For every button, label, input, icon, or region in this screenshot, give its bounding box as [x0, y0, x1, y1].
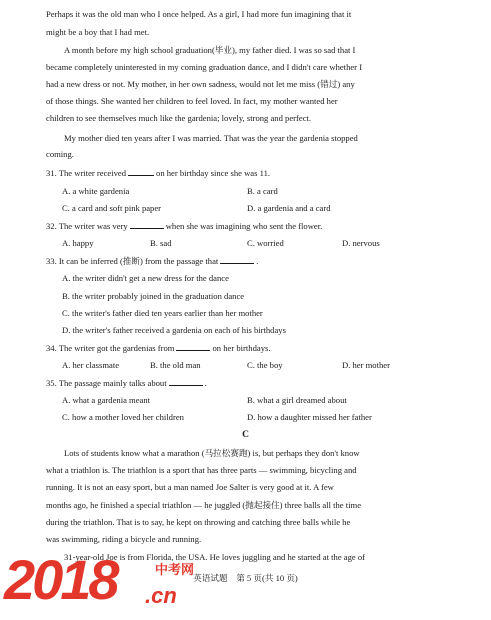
- passage-line: coming.: [46, 149, 74, 159]
- option: D. a gardenia and a card: [247, 203, 331, 213]
- option: C. the boy: [247, 360, 283, 370]
- option: D. her mother: [342, 360, 390, 370]
- passage-line: months ago, he finished a special triathlon — he juggled (抛起接住) three balls all the time: [46, 500, 362, 510]
- option: B. the old man: [150, 360, 201, 370]
- passage-line: 31-year-old Joe is from Florida, the USA. He loves juggling and he started at the age of: [64, 552, 366, 562]
- option: A. a white gardenia: [62, 186, 130, 196]
- watermark-logo: 2018: [4, 548, 117, 611]
- option: A. what a gardenia meant: [62, 395, 151, 405]
- answer-blank: [128, 167, 154, 176]
- passage-line: was swimming, riding a bicycle and running.: [46, 534, 202, 544]
- passage-line: might be a boy that I had met.: [46, 27, 150, 37]
- option: B. the writer probably joined in the graduation dance: [62, 291, 245, 301]
- question-31-stem: 31. The writer received on her birthday since she was 11.: [46, 168, 271, 178]
- option: B. what a girl dreamed about: [247, 395, 347, 405]
- watermark-suffix: .cn: [145, 583, 177, 608]
- page-footer: 英语试题 第 5 页(共 10 页): [193, 573, 298, 583]
- option: C. worried: [247, 238, 284, 248]
- passage-line: of those things. She wanted her children to feel loved. In fact, my mother wanted her: [46, 96, 338, 106]
- passage-line: had a new dress or not. My mother, in her own sadness, would not let me miss (错过) any: [46, 79, 355, 89]
- answer-blank: [130, 220, 164, 229]
- option: B. a card: [247, 186, 278, 196]
- option: C. the writer's father died ten years earlier than her mother: [62, 308, 263, 318]
- passage-line: Perhaps it was the old man who I once helped. As a girl, I had more fun imagining that it: [46, 9, 352, 19]
- passage-line: running. It is not an easy sport, but a man named Joe Salter is very good at it. A few: [46, 482, 334, 492]
- passage-line: became completely uninterested in my coming graduation dance, and I didn't care whether I: [46, 62, 363, 72]
- question-32-stem: 32. The writer was very when she was imagining who sent the flower.: [46, 221, 323, 231]
- answer-blank: [169, 377, 203, 386]
- option: D. how a daughter missed her father: [247, 412, 372, 422]
- option: D. the writer's father received a gardenia on each of his birthdays: [62, 325, 286, 335]
- passage-line: during the triathlon. That is to say, he kept on throwing and catching three balls while he: [46, 517, 351, 527]
- option: A. happy: [62, 238, 94, 248]
- option: A. her classmate: [62, 360, 120, 370]
- question-33-stem: 33. It can be inferred (推断) from the passage that .: [46, 256, 259, 266]
- passage-line: My mother died ten years after I was married. That was the year the gardenia stopped: [64, 133, 358, 143]
- passage-line: Lots of students know what a marathon (马拉松赛跑) is, but perhaps they don't know: [64, 448, 360, 458]
- option: A. the writer didn't get a new dress for the dance: [62, 273, 229, 283]
- option: C. how a mother loved her children: [62, 412, 184, 422]
- question-34-stem: 34. The writer got the gardenias from on her birthdays.: [46, 343, 271, 353]
- option: B. sad: [150, 238, 172, 248]
- option: D. nervous: [342, 238, 380, 248]
- passage-line: what a triathlon is. The triathlon is a sport that has three parts — swimming, bicycling and: [46, 465, 357, 475]
- option: C. a card and soft pink paper: [62, 203, 162, 213]
- passage-line: A month before my high school graduation(毕业), my father died. I was so sad that I: [64, 45, 356, 55]
- question-35-stem: 35. The passage mainly talks about .: [46, 378, 207, 388]
- section-heading: C: [242, 430, 249, 440]
- passage-line: children to see themselves much like the gardenia; lovely, strong and perfect.: [46, 113, 312, 123]
- answer-blank: [176, 342, 210, 351]
- answer-blank: [220, 255, 254, 264]
- watermark-site-name: 中考网: [155, 563, 195, 578]
